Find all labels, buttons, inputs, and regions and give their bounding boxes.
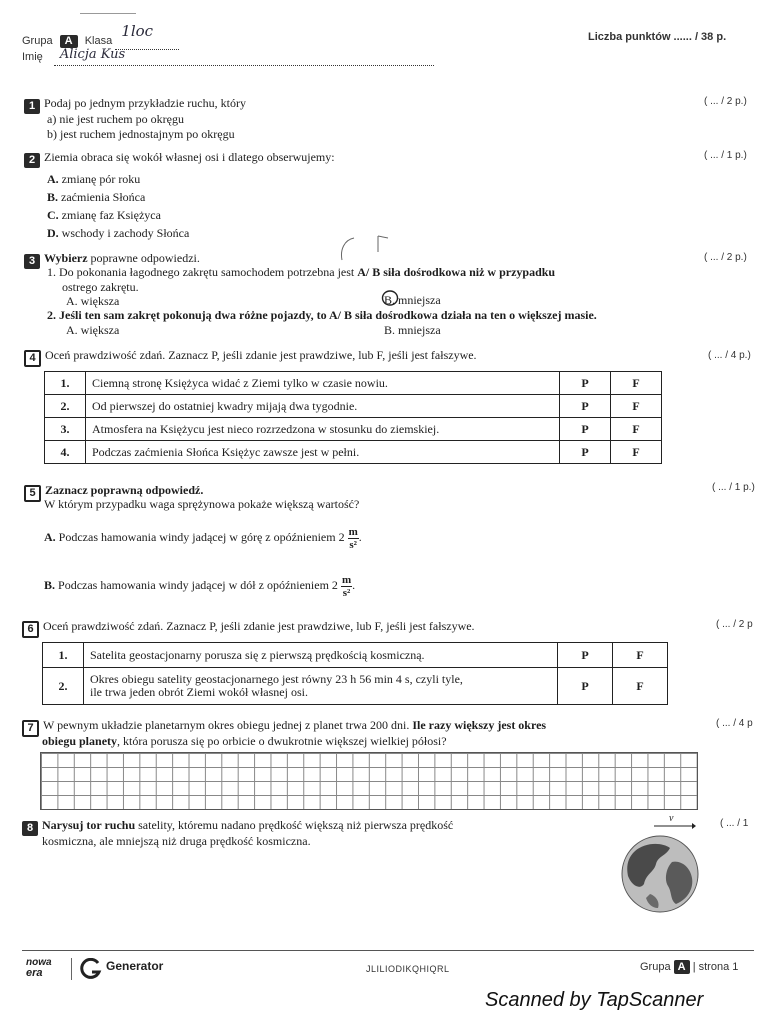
- q4-points: ( ... / 4 p.): [708, 350, 751, 361]
- table-row: 4. Podczas zaćmienia Słońca Księżyc zawsze jest w pełni. P F: [45, 441, 662, 464]
- q4-number: 4: [24, 350, 41, 367]
- earth-globe-icon: [620, 834, 700, 914]
- q1-a: a) nie jest ruchem po okręgu: [47, 112, 184, 126]
- q8-number: 8: [22, 821, 38, 836]
- true-option[interactable]: P: [560, 372, 611, 395]
- q1-points: ( ... / 2 p.): [704, 96, 747, 107]
- group-label: Grupa: [22, 35, 53, 47]
- q1-number: 1: [24, 99, 40, 114]
- table-row: 2. Okres obiegu satelity geostacjonarnego jest równy 23 h 56 min 4 s, czyli tyle, ile trwa jeden obrót Ziemi wokół własnej osi. P F: [43, 668, 668, 705]
- q5-question: W którym przypadku waga sprężynowa pokaże większą wartość?: [44, 497, 360, 511]
- q4-title: 4 Oceń prawdziwość zdań. Zaznacz P, jeśli zdanie jest prawdziwe, lub F, jeśli jest fałszywe.: [24, 348, 477, 367]
- footer-divider: [71, 958, 72, 980]
- scanner-watermark: Scanned by TapScanner: [485, 989, 704, 1011]
- q3-s1-cont: ostrego zakrętu.: [62, 280, 139, 294]
- footer-rule: [22, 950, 754, 951]
- velocity-label: v: [669, 813, 674, 824]
- unit-fraction: $\frac{m}{\text{s²}}$: [348, 525, 358, 551]
- q4-table: [44, 371, 662, 464]
- name-label: Imię: [22, 51, 43, 63]
- generator-brand: Generator: [106, 959, 164, 973]
- table-row: 3. Atmosfera na Księżycu jest nieco rozrzedzona w stosunku do ziemskiej. P F: [45, 418, 662, 441]
- q8-title-cont: kosmiczna, ale mniejszą niż druga prędkość kosmiczna.: [42, 834, 311, 848]
- q3-s2: 2. Jeśli ten sam zakręt pokonują dwa różne pojazdy, to A/ B siła dośrodkowa działa na ten o większej masie.: [47, 308, 597, 322]
- answer-grid[interactable]: [40, 752, 698, 810]
- q6-title: 6 Oceń prawdziwość zdań. Zaznacz P, jeśli zdanie jest prawdziwe, lub F, jeśli jest fałszywe.: [22, 619, 475, 638]
- q2-text: Ziemia obraca się wokół własnej osi i dlatego obserwujemy:: [44, 150, 335, 164]
- group-badge: A: [60, 35, 78, 48]
- answer-circle-mark: [381, 289, 401, 307]
- q8-points: ( ... / 1: [720, 818, 749, 829]
- document-code: JLILIODIKQHIQRL: [366, 964, 450, 974]
- q6-number: 6: [22, 621, 39, 638]
- true-option[interactable]: P: [560, 395, 611, 418]
- class-value: 1loc: [121, 22, 154, 40]
- q3-s1-optB[interactable]: B. mniejsza: [384, 293, 441, 307]
- false-option[interactable]: F: [611, 441, 662, 464]
- q7-title-cont: obiegu planety, która porusza się po orbicie o dwukrotnie większej wielkiej półosi?: [42, 734, 447, 748]
- class-label: Klasa: [84, 35, 113, 47]
- q5-title: 5 Zaznacz poprawną odpowiedź.: [24, 483, 203, 502]
- points-total: Liczba punktów ...... / 38 p.: [588, 31, 727, 43]
- q6-table: [42, 642, 668, 705]
- q8-title: 8 Narysuj tor ruchu satelity, któremu nadano prędkość większą niż pierwsza prędkość: [22, 818, 453, 836]
- q3-points: ( ... / 2 p.): [704, 252, 747, 263]
- q3-number: 3: [24, 254, 40, 269]
- q2-points: ( ... / 1 p.): [704, 150, 747, 161]
- true-option[interactable]: P: [560, 418, 611, 441]
- footer-group: Grupa A | strona 1: [640, 961, 739, 973]
- q2-option[interactable]: B. zaćmienia Słońca: [47, 190, 146, 204]
- q2-option[interactable]: D. wschody i zachody Słońca: [47, 226, 190, 240]
- name-field[interactable]: [54, 47, 434, 66]
- q1-text: Podaj po jednym przykładzie ruchu, który: [44, 96, 246, 110]
- top-rule: [80, 13, 136, 14]
- pencil-scribble: [334, 234, 394, 264]
- name-row: [22, 47, 434, 66]
- q5-number: 5: [24, 485, 41, 502]
- unit-fraction: $\frac{m}{\text{s²}}$: [341, 573, 352, 599]
- q3-s2-optA[interactable]: A. większa: [66, 323, 120, 337]
- q7-number: 7: [22, 720, 39, 737]
- q3-title: 3 Wybierz poprawne odpowiedzi.: [24, 251, 200, 269]
- q2-number: 2: [24, 153, 40, 168]
- q3-s1-optA[interactable]: A. większa: [66, 294, 120, 308]
- true-option[interactable]: P: [558, 643, 613, 668]
- false-option[interactable]: F: [613, 643, 668, 668]
- q1-b: b) jest ruchem jednostajnym po okręgu: [47, 127, 235, 141]
- true-option[interactable]: P: [560, 441, 611, 464]
- q2-title: [24, 150, 335, 168]
- q5-option-b[interactable]: B. Podczas hamowania windy jadącej w dół z opóźnieniem 2 $\frac{m}{\text{s²}}$ .: [44, 573, 356, 599]
- q2-option[interactable]: A. zmianę pór roku: [47, 172, 141, 186]
- generator-logo-icon: [80, 958, 102, 980]
- q3-s1: 1. Do pokonania łagodnego zakrętu samochodem potrzebna jest A/ B siła dośrodkowa niż w przypadku: [47, 265, 556, 279]
- name-value: Alicja Kus: [59, 47, 126, 62]
- false-option[interactable]: F: [611, 372, 662, 395]
- table-row: 1. Ciemną stronę Księżyca widać z Ziemi tylko w czasie nowiu. P F: [45, 372, 662, 395]
- false-option[interactable]: F: [611, 418, 662, 441]
- q2-option[interactable]: C. zmianę faz Księżyca: [47, 208, 161, 222]
- q7-points: ( ... / 4 p: [716, 718, 753, 729]
- true-option[interactable]: P: [558, 668, 613, 705]
- false-option[interactable]: F: [611, 395, 662, 418]
- q3-s2-optB[interactable]: B. mniejsza: [384, 323, 441, 337]
- false-option[interactable]: F: [613, 668, 668, 705]
- nowa-era-logo: nowa era: [26, 957, 52, 979]
- table-row: 1. Satelita geostacjonarny porusza się z pierwszą prędkością kosmiczną. P F: [43, 643, 668, 668]
- table-row: 2. Od pierwszej do ostatniej kwadry mijają dwa tygodnie. P F: [45, 395, 662, 418]
- velocity-arrow-icon: [652, 822, 696, 830]
- q6-points: ( ... / 2 p: [716, 619, 753, 630]
- q5-points: ( ... / 1 p.): [712, 482, 755, 493]
- q7-title: 7 W pewnym układzie planetarnym okres obiegu jednej z planet trwa 200 dni. Ile razy większy jest okres: [22, 718, 546, 737]
- q5-option-a[interactable]: A. Podczas hamowania windy jadącej w górę z opóźnieniem 2 $\frac{m}{\text{s²}}$ .: [44, 525, 362, 551]
